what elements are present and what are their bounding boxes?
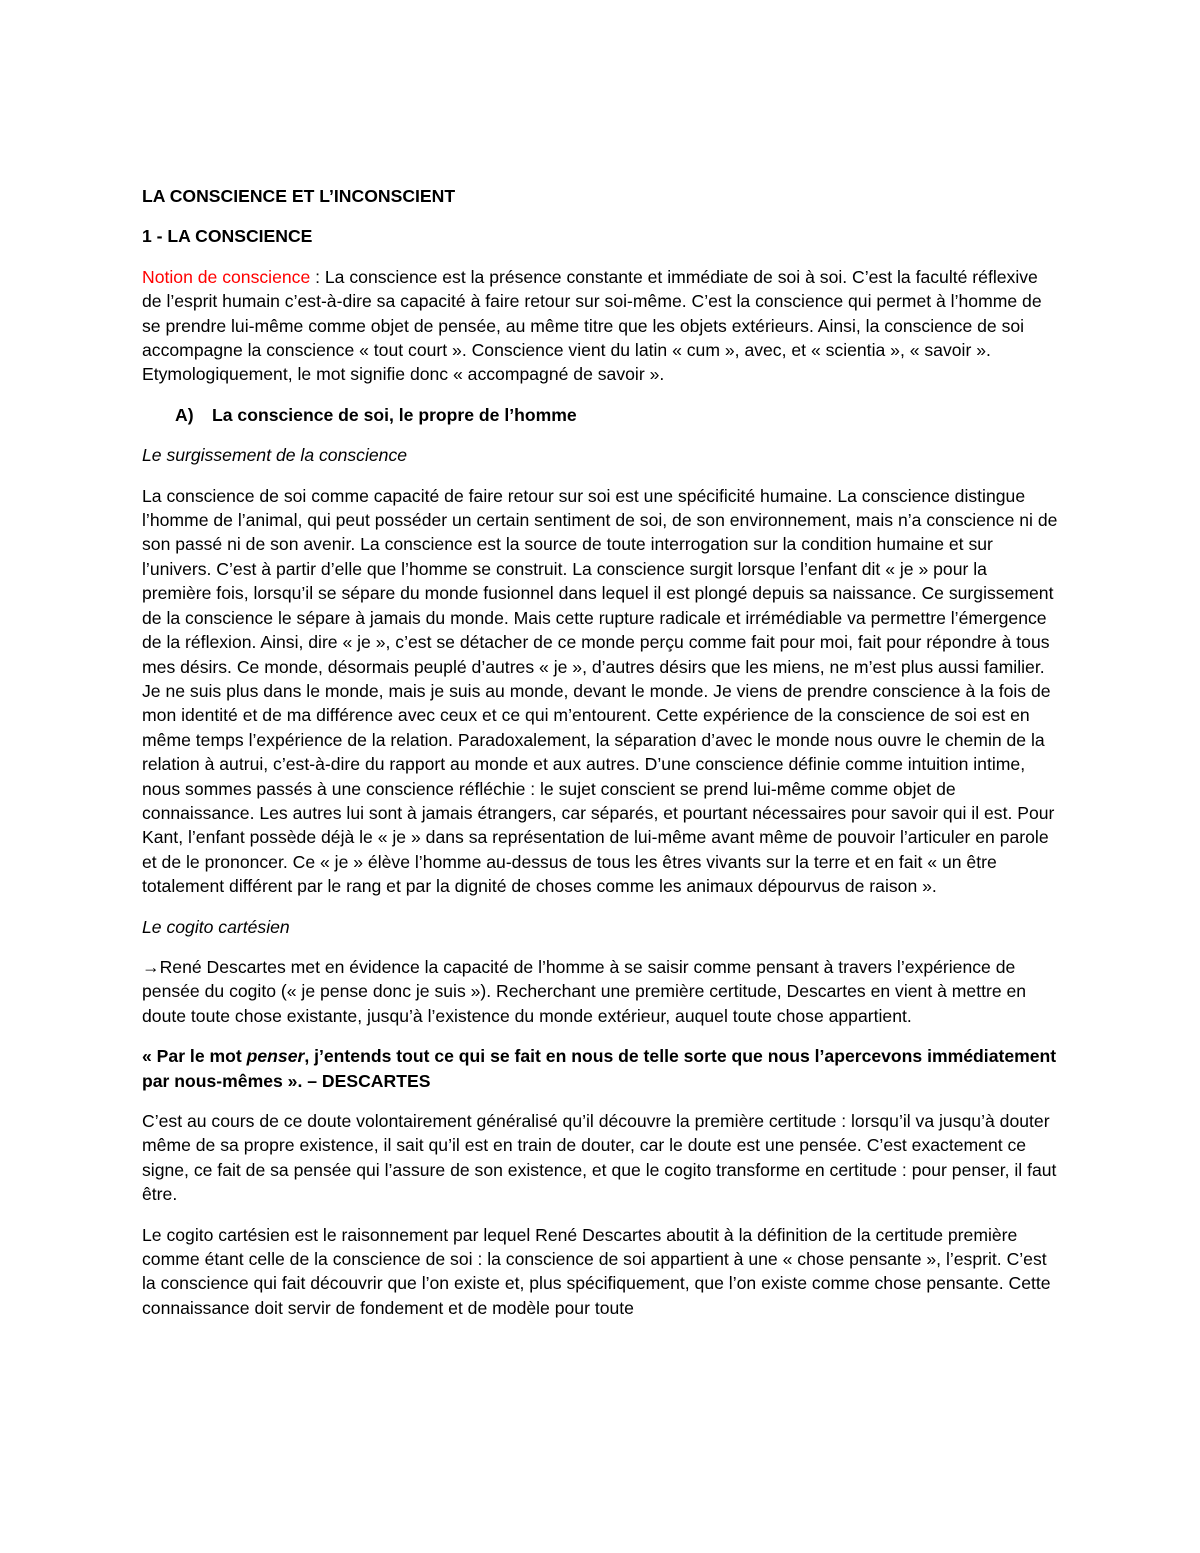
quote-before: « Par le mot	[142, 1046, 247, 1067]
quote-emphasis: penser	[246, 1046, 305, 1067]
section-heading: 1 - LA CONSCIENCE	[142, 226, 313, 247]
subsection-heading	[175, 403, 1060, 427]
notion-text: : La conscience est la présence constante et immédiate de soi à soi. C’est la faculté réflexive de l’esprit humain c’est-à-dire sa capacité à faire retour sur soi-même. C’est la conscience qui permet à l’homme de se prendre lui-même comme objet de pensée, au même titre que les objets extérieurs. Ainsi, la conscience de soi accompagne la conscience « tout court ». Conscience vient du latin « cum », avec, et « scientia », « savoir ». Etymologiquement, le mot signifie donc « accompagné de savoir ».	[142, 266, 1042, 385]
quote-after: , j’entends tout ce qui se fait en nous de telle sorte que nous l’apercevons immédiatement par nous-mêmes ». – DESCARTES	[142, 1046, 1057, 1091]
paragraph-doute: C’est au cours de ce doute volontairement généralisé qu’il découvre la première certitude : lorsqu’il va jusqu’à douter même de sa propre existence, il sait qu’il est en train de douter, car le doute est une pensée. C’est exactement ce signe, ce fait de sa pensée qui l’assure de son existence, et que le cogito transforme en certitude : pour penser, il faut être.	[142, 1111, 1057, 1205]
notion-paragraph	[142, 265, 1060, 387]
document-title: LA CONSCIENCE ET L’INCONSCIENT	[142, 186, 456, 206]
descartes-quote	[142, 1044, 1060, 1093]
notion-label: Notion de conscience	[142, 266, 311, 287]
document-page	[142, 184, 1060, 1320]
paragraph-cogito: Le cogito cartésien est le raisonnement par lequel René Descartes aboutit à la définition de la certitude première comme étant celle de la conscience de soi : la conscience de soi appartient à une « chose pensante », l’esprit. C’est la conscience qui fait découvrir que l’on existe et, plus spécifiquement, que l’on existe comme chose pensante. Cette connaissance doit servir de fondement et de modèle pour toute	[142, 1224, 1051, 1318]
paragraph-surgissement: La conscience de soi comme capacité de faire retour sur soi est une spécificité humaine. La conscience distingue l’homme de l’animal, qui peut posséder un certain sentiment de soi, de son environnement, mais n’a conscience ni de son passé ni de son avenir. La conscience est la source de toute interrogation sur la condition humaine et sur l’univers. C’est à partir d’elle que l’homme se construit. La conscience surgit lorsque l’enfant dit « je » pour la première fois, lorsqu’il se sépare du monde fusionnel dans lequel il est plongé depuis sa naissance. Ce surgissement de la conscience le sépare à jamais du monde. Mais cette rupture radicale et irrémédiable va permettre l’émergence de la réflexion. Ainsi, dire « je », c’est se détacher de ce monde perçu comme fait pour moi, fait pour répondre à tous mes désirs. Ce monde, désormais peuplé d’autres « je », d’autres désirs que les miens, ne m’est plus aussi familier. Je ne suis plus dans le monde, mais je suis au monde, devant le monde. Je viens de prendre conscience à la fois de mon identité et de ma différence avec ceux et ce qui m’entourent. Cette expérience de la conscience de soi est en même temps l’expérience de la relation. Paradoxalement, la séparation d’avec le monde nous ouvre le chemin de la relation à autrui, c’est-à-dire du rapport au monde et aux autres. D’une conscience définie comme intuition intime, nous sommes passés à une conscience réfléchie : le sujet conscient se prend lui-même comme objet de connaissance. Les autres lui sont à jamais étrangers, car séparés, et pourtant nécessaires pour savoir qui il est. Pour Kant, l’enfant possède déjà le « je » dans sa représentation de lui-même avant même de pouvoir l’articuler en parole et de le prononcer. Ce « je » élève l’homme au-dessus de tous les êtres vivants sur la terre et en fait « un être totalement différent par le rang et par la dignité de choses comme les animaux dépourvus de raison ».	[142, 485, 1058, 897]
heading-cogito: Le cogito cartésien	[142, 916, 290, 937]
subsection-letter: A)	[175, 404, 194, 425]
paragraph-descartes: →René Descartes met en évidence la capacité de l’homme à se saisir comme pensant à travers l’expérience de pensée du cogito (« je pense donc je suis »). Recherchant une première certitude, Descartes en vient à mettre en doute toute chose existante, jusqu’à l’existence du monde extérieur, auquel toute chose appartient.	[142, 956, 1027, 1026]
heading-surgissement: Le surgissement de la conscience	[142, 445, 408, 466]
subsection-title: La conscience de soi, le propre de l’homme	[212, 404, 577, 425]
